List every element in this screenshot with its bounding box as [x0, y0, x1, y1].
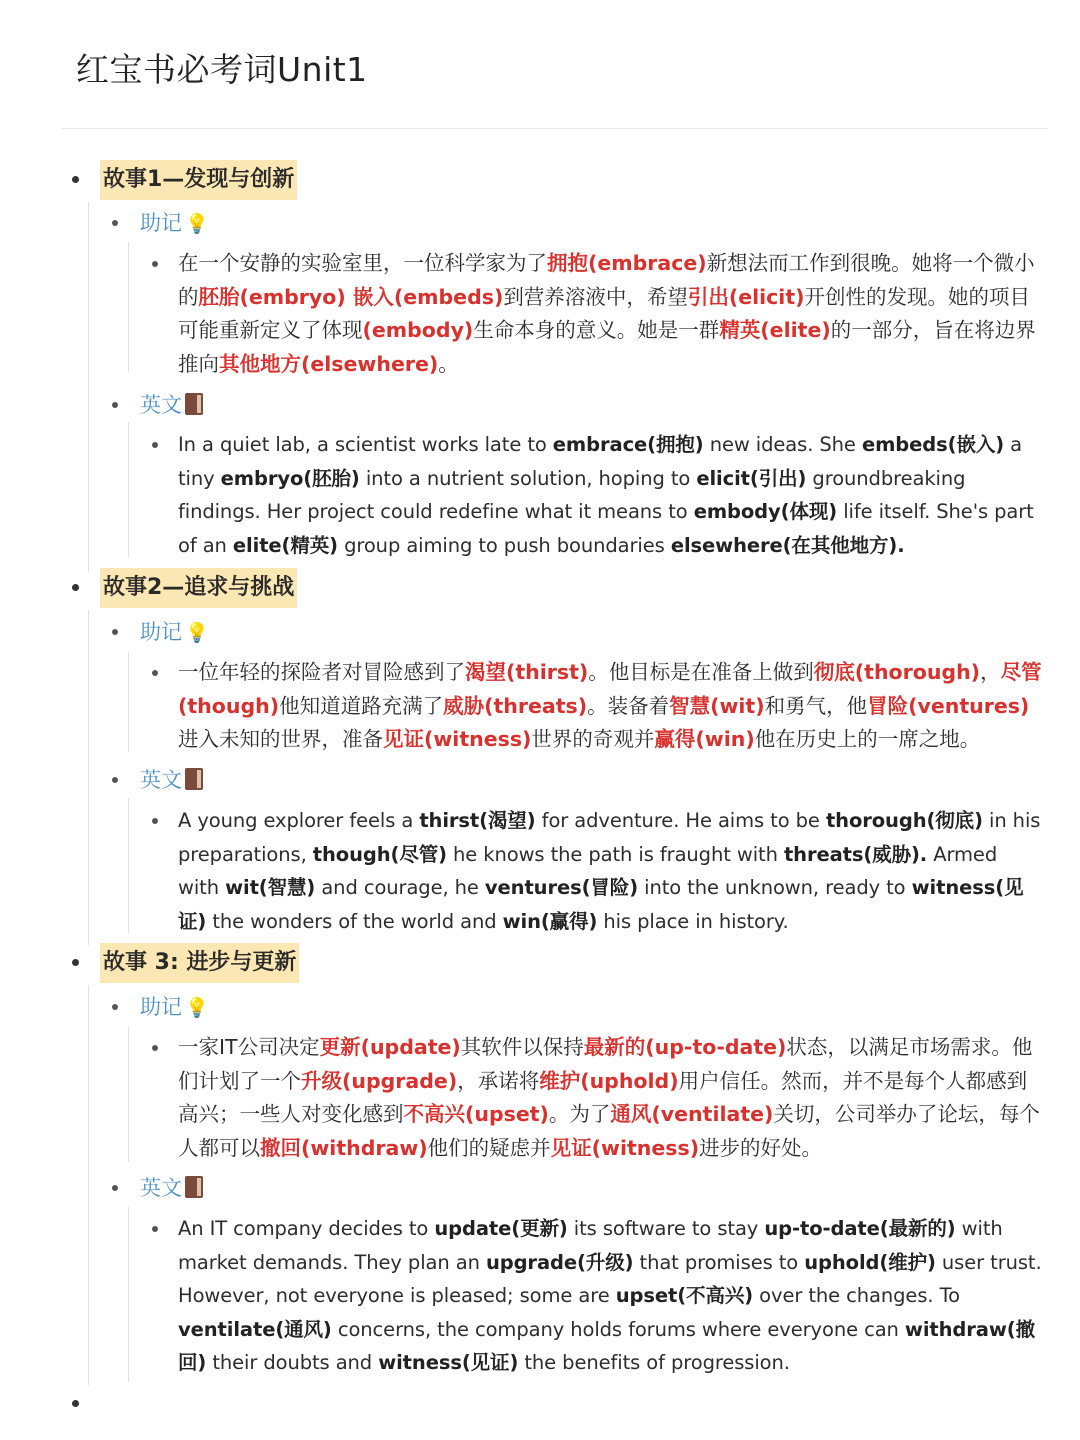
vocab-keyword: 其他地方(elsewhere)	[219, 351, 439, 376]
tree-guide-line	[128, 242, 129, 372]
vocab-keyword: 智慧(wit)	[669, 693, 765, 718]
vocab-keyword: thirst(渴望)	[419, 809, 536, 832]
bullet	[112, 1185, 118, 1191]
text-run: the benefits of progression.	[518, 1351, 790, 1374]
text-run: 关切，公司举办了论坛，每个人都可以	[178, 1102, 1040, 1160]
book-icon	[185, 768, 203, 790]
text-run: 的一部分，旨在将边界推向	[178, 318, 1036, 376]
vocab-keyword: 渴望(thirst)	[465, 660, 589, 684]
bullet	[72, 959, 79, 966]
vocab-keyword: embryo(胚胎)	[220, 466, 360, 490]
lightbulb-icon: 💡	[185, 997, 209, 1019]
story-heading: 故事 3: 进步与更新	[100, 943, 299, 983]
text-run: with market demands. They plan an	[178, 1217, 1003, 1274]
vocab-keyword: uphold(维护)	[804, 1250, 936, 1274]
text-run: in his preparations,	[178, 809, 1041, 866]
vocab-keyword: elicit(引出)	[696, 466, 807, 490]
story-1-mnemonic-text	[178, 247, 1044, 381]
vocab-keyword: 冒险(ventures)	[867, 693, 1030, 718]
bullet	[152, 670, 158, 676]
vocab-keyword: witness(见证)	[178, 876, 1024, 933]
english-label-text: 英文	[140, 393, 182, 417]
vocab-keyword: 威胁(threats)	[443, 693, 588, 718]
text-run: its software to stay	[567, 1217, 765, 1240]
vocab-keyword: 见证(witness)	[550, 1135, 700, 1160]
text-run: 状态，以满足市场需求。他们计划了一个	[178, 1035, 1033, 1093]
title-divider	[62, 128, 1048, 129]
tree-guide-line	[88, 202, 89, 572]
text-run: 一家IT公司决定	[178, 1035, 320, 1059]
vocab-keyword: embeds(嵌入)	[861, 433, 1005, 456]
lightbulb-icon: 💡	[185, 213, 209, 235]
text-run: 到营养溶液中，希望	[503, 284, 688, 309]
text-run: ，	[980, 660, 1001, 684]
text-run: 他们的疑虑并	[427, 1135, 551, 1160]
english-label	[140, 764, 203, 796]
mnemonic-label	[140, 991, 209, 1023]
vocab-keyword: upset(不高兴)	[615, 1284, 754, 1307]
text-run: 他知道道路充满了	[279, 693, 444, 718]
english-label-text: 英文	[140, 768, 182, 792]
page-title: 红宝书必考词Unit1	[76, 50, 368, 89]
text-run: ，承诺将	[457, 1068, 540, 1093]
text-run: that promises to	[633, 1250, 805, 1274]
tree-guide-line	[128, 1027, 129, 1162]
bullet	[72, 176, 79, 183]
text-run: the wonders of the world and	[206, 909, 503, 933]
bullet	[112, 220, 118, 226]
text-run: for adventure. He aims to be	[535, 809, 826, 832]
text-run: into the unknown, ready to	[638, 876, 912, 899]
english-label	[140, 1172, 203, 1204]
text-run: In a quiet lab, a scientist works late to	[178, 433, 553, 456]
text-run: 开创性的发现。她的项目可能重新定义了体现	[178, 284, 1031, 342]
english-label	[140, 389, 203, 421]
tree-guide-line	[128, 1207, 129, 1382]
tree-guide-line	[128, 422, 129, 557]
story-2-mnemonic-text	[178, 656, 1044, 757]
vocab-keyword: wit(智慧)	[225, 876, 316, 899]
vocab-keyword: threats(威胁).	[783, 842, 928, 866]
vocab-keyword: ventilate(通风)	[178, 1317, 332, 1341]
text-run: 用户信任。然而，并不是每个人都感到高兴；一些人对变化感到	[178, 1068, 1028, 1126]
text-run: group aiming to push boundaries	[337, 533, 671, 557]
text-run: into a nutrient solution, hoping to	[359, 466, 697, 490]
vocab-keyword: thorough(彻底)	[825, 809, 983, 832]
text-run: user trust. However, not everyone is pleased; some are	[178, 1250, 1042, 1307]
vocab-keyword: elite(精英)	[232, 533, 338, 557]
text-run: 和勇气，他	[764, 693, 868, 718]
bullet	[152, 1226, 158, 1232]
text-run: 新想法而工作到很晚。她将一个微小的	[178, 251, 1035, 309]
vocab-keyword: 更新(update)	[319, 1035, 461, 1059]
empty-bullet[interactable]	[72, 1400, 79, 1407]
text-run: 世界的奇观并	[531, 727, 655, 751]
vocab-keyword: 引出(elicit)	[687, 284, 805, 309]
english-label-text: 英文	[140, 1176, 182, 1200]
text-run: groundbreaking findings. Her project could redefine what it means to	[178, 466, 966, 523]
vocab-keyword: update(更新)	[434, 1217, 568, 1240]
tree-guide-line	[128, 652, 129, 752]
vocab-keyword: witness(见证)	[378, 1351, 519, 1374]
text-run: and courage, he	[315, 876, 485, 899]
vocab-keyword: 赢得(win)	[654, 727, 755, 751]
vocab-keyword: 通风(ventilate)	[610, 1102, 774, 1126]
vocab-keyword: 彻底(thorough)	[813, 660, 981, 684]
text-run: 进入未知的世界，准备	[178, 727, 383, 751]
text-run: over the changes. To	[753, 1284, 960, 1307]
text-run: 。为了	[548, 1102, 611, 1126]
vocab-keyword: 维护(uphold)	[539, 1068, 679, 1093]
vocab-keyword: 撤回(withdraw)	[260, 1135, 428, 1160]
text-run: 生命本身的意义。她是一群	[473, 318, 720, 342]
story-2-english-text	[178, 804, 1044, 938]
text-run: 他在历史上的一席之地。	[754, 727, 981, 751]
story-3-english-text	[178, 1212, 1044, 1380]
mnemonic-label-text: 助记	[140, 620, 182, 644]
tree-guide-line	[88, 610, 89, 945]
vocab-keyword: 见证(witness)	[383, 727, 532, 751]
vocab-keyword: embrace(拥抱)	[552, 433, 704, 456]
text-run: a tiny	[178, 433, 1023, 490]
vocab-keyword: 胚胎(embryo) 嵌入(embeds)	[198, 284, 504, 309]
mnemonic-label-text: 助记	[140, 211, 182, 235]
vocab-keyword: embody(体现)	[693, 500, 838, 523]
story-heading: 故事1—发现与创新	[100, 160, 297, 200]
text-run: 进步的好处。	[699, 1135, 823, 1160]
text-run: their doubts and	[206, 1351, 379, 1374]
bullet	[112, 402, 118, 408]
bullet	[112, 1004, 118, 1010]
vocab-keyword: though(尽管)	[312, 842, 447, 866]
text-run: A young explorer feels a	[178, 809, 420, 832]
story-3-mnemonic-text	[178, 1031, 1044, 1165]
text-run: new ideas. She	[703, 433, 862, 456]
book-icon	[185, 393, 203, 415]
vocab-keyword: (embody)	[362, 318, 474, 342]
vocab-keyword: 不高兴(upset)	[403, 1102, 549, 1126]
mnemonic-label	[140, 207, 209, 239]
lightbulb-icon: 💡	[185, 622, 209, 644]
tree-guide-line	[128, 798, 129, 933]
story-heading: 故事2—追求与挑战	[100, 568, 297, 608]
bullet	[152, 442, 158, 448]
vocab-keyword: upgrade(升级)	[485, 1250, 634, 1274]
text-run: An IT company decides to	[178, 1217, 435, 1240]
vocab-keyword: 升级(upgrade)	[301, 1068, 458, 1093]
bullet	[152, 818, 158, 824]
vocab-keyword: up-to-date(最新的)	[764, 1217, 956, 1240]
text-run: Armed with	[178, 842, 998, 899]
vocab-keyword: elsewhere(在其他地方).	[670, 533, 905, 557]
vocab-keyword: withdraw(撤回)	[178, 1317, 1035, 1374]
vocab-keyword: 尽管(though)	[178, 660, 1042, 718]
vocab-keyword: 最新的(up-to-date)	[583, 1035, 787, 1059]
vocab-keyword: 精英(elite)	[719, 318, 831, 342]
story-1-english-text	[178, 428, 1044, 562]
book-icon	[185, 1176, 203, 1198]
text-run: 。装备着	[587, 693, 670, 718]
text-run: 。他目标是在准备上做到	[588, 660, 814, 684]
text-run: 。	[438, 351, 459, 376]
text-run: concerns, the company holds forums where everyone can	[331, 1317, 905, 1341]
mnemonic-label-text: 助记	[140, 995, 182, 1019]
tree-guide-line	[88, 985, 89, 1385]
text-run: 一位年轻的探险者对冒险感到了	[178, 660, 465, 684]
bullet	[72, 584, 79, 591]
text-run: his place in history.	[597, 909, 789, 933]
bullet	[112, 777, 118, 783]
vocab-keyword: 拥抱(embrace)	[547, 251, 707, 275]
text-run: 其软件以保持	[460, 1035, 584, 1059]
vocab-keyword: win(赢得)	[502, 909, 598, 933]
bullet	[152, 261, 158, 267]
vocab-keyword: ventures(冒险)	[484, 876, 639, 899]
text-run: life itself. She's part of an	[178, 500, 1034, 557]
text-run: he knows the path is fraught with	[446, 842, 784, 866]
text-run: 在一个安静的实验室里，一位科学家为了	[178, 251, 547, 275]
bullet	[112, 629, 118, 635]
bullet	[152, 1045, 158, 1051]
mnemonic-label	[140, 616, 209, 648]
